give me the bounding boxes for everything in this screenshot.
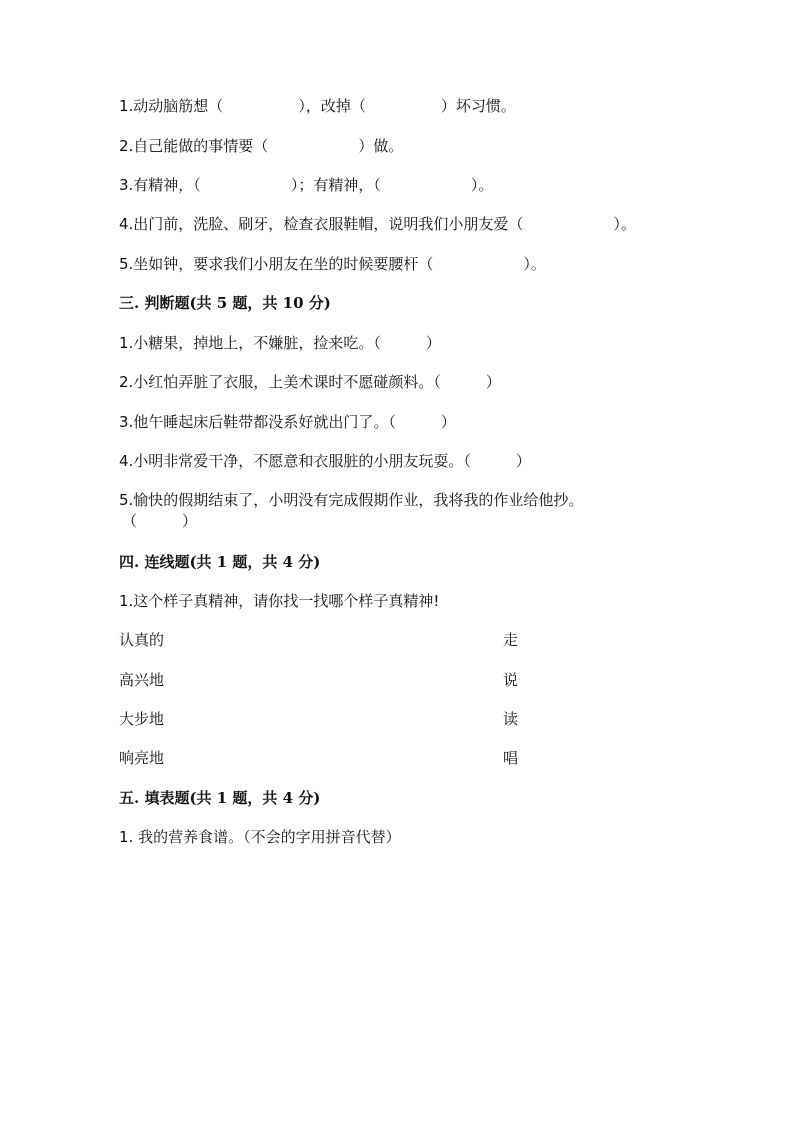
matching-right-1: 走	[503, 631, 519, 649]
fill-blank-item-4: 4.出门前，洗脸、刷牙，检查衣服鞋帽，说明我们小朋友爱（ ）。	[119, 215, 636, 233]
judge-item-4: 4.小明非常爱干净，不愿意和衣服脏的小朋友玩耍。（ ）	[119, 452, 531, 470]
judge-item-5-line-2: （ ）	[122, 512, 198, 530]
judge-item-1: 1.小糖果，掉地上，不嫌脏，捡来吃。（ ）	[119, 334, 441, 352]
fill-blank-item-5: 5.坐如钟，要求我们小朋友在坐的时候要腰杆（ ）。	[119, 255, 546, 273]
matching-right-4: 唱	[503, 749, 519, 767]
table-fill-question: 1. 我的营养食谱。（不会的字用拼音代替）	[119, 828, 401, 846]
judge-item-2: 2.小红怕弄脏了衣服，上美术课时不愿碰颜料。（ ）	[119, 373, 501, 391]
matching-right-2: 说	[503, 671, 519, 689]
fill-blank-item-2: 2.自己能做的事情要（ ）做。	[119, 137, 404, 155]
matching-left-1: 认真的	[119, 631, 165, 649]
fill-blank-item-1: 1.动动脑筋想（ ），改掉（ ）坏习惯。	[119, 97, 516, 115]
matching-right-3: 读	[503, 710, 519, 728]
matching-question: 1.这个样子真精神，请你找一找哪个样子真精神!	[119, 592, 440, 610]
section-heading-table-fill: 五. 填表题(共 1 题，共 4 分)	[119, 789, 321, 807]
matching-left-3: 大步地	[119, 710, 165, 728]
section-heading-matching: 四. 连线题(共 1 题，共 4 分)	[119, 553, 321, 571]
matching-left-2: 高兴地	[119, 671, 165, 689]
section-heading-judge: 三. 判断题(共 5 题，共 10 分)	[119, 294, 331, 312]
judge-item-3: 3.他午睡起床后鞋带都没系好就出门了。（ ）	[119, 413, 456, 431]
matching-left-4: 响亮地	[119, 749, 165, 767]
judge-item-5-line-1: 5.愉快的假期结束了，小明没有完成假期作业，我将我的作业给他抄。	[119, 491, 584, 509]
fill-blank-item-3: 3.有精神，（ ）；有精神，（ ）。	[119, 176, 494, 194]
